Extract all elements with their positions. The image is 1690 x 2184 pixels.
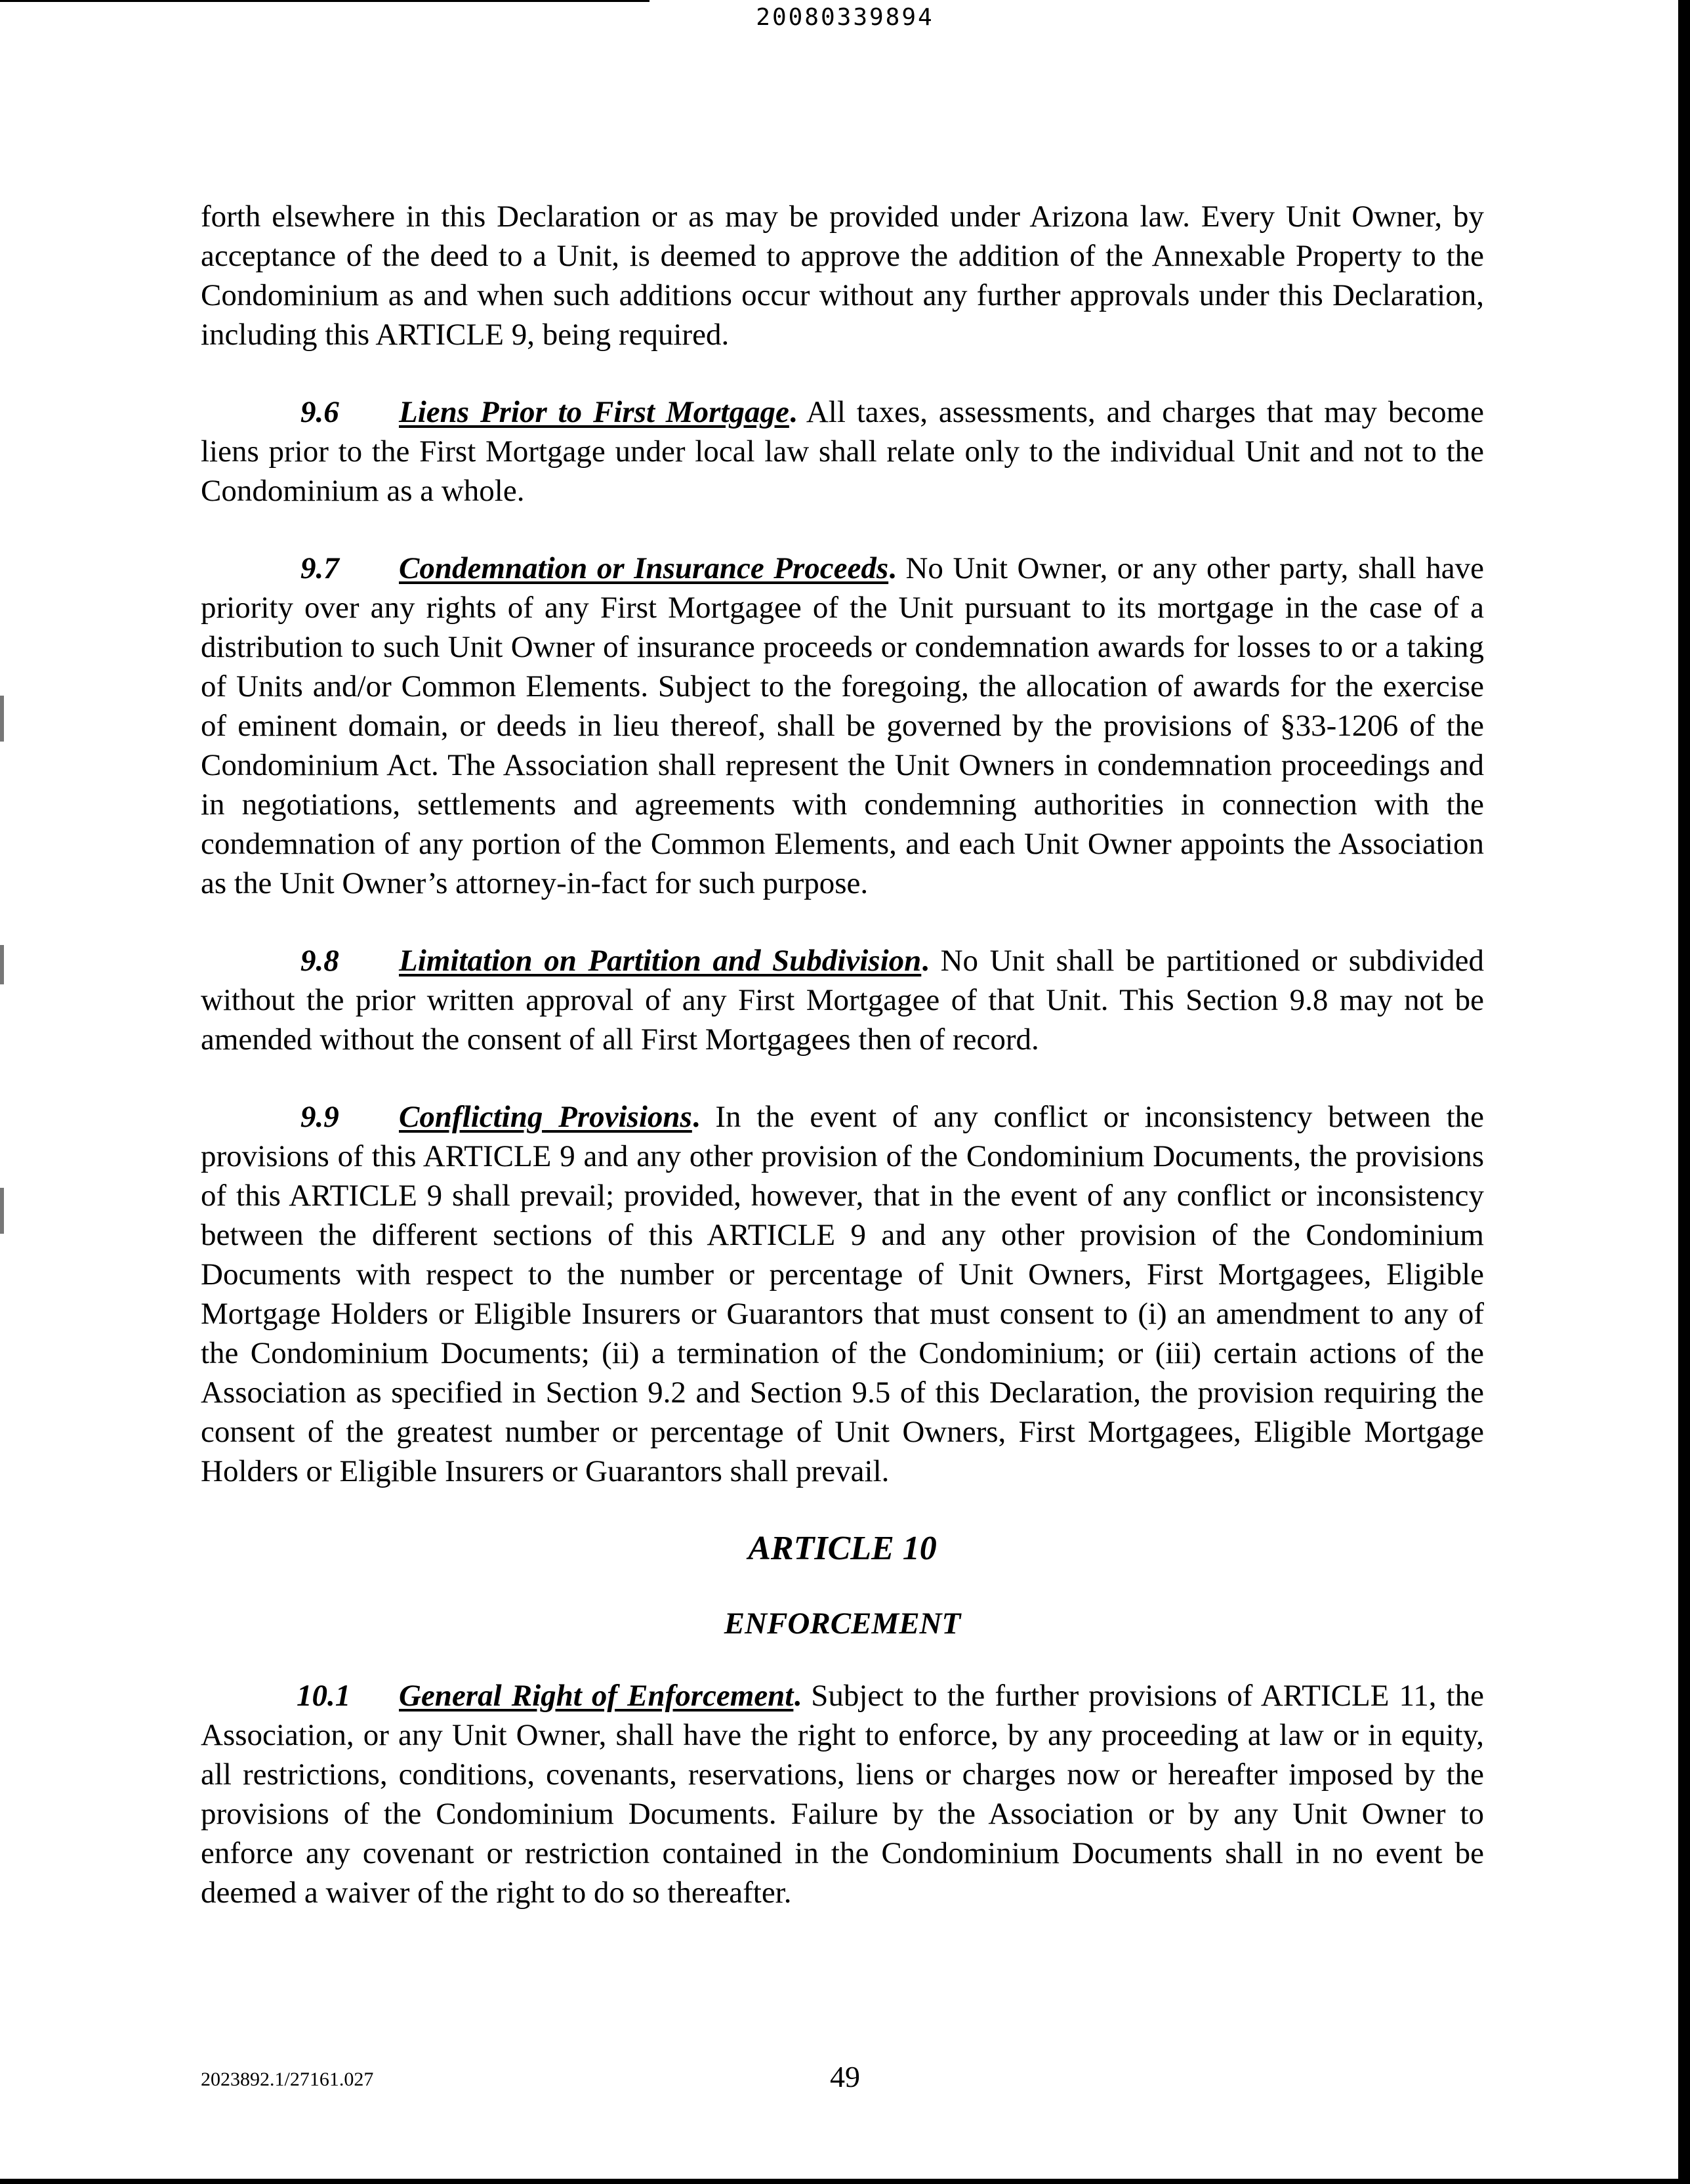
intro-paragraph: forth elsewhere in this Declaration or as may be provided under Arizona law. Every Unit Owner, by acceptance of the deed to a Unit, is deemed to approve the addition of the Annexable Property to the Condominium as and when such additions occur without any further approvals under this Declaration, including this ARTICLE 9, being required. (201, 200, 1484, 352)
right-border (1678, 0, 1690, 2184)
section-9-6: 9.6 Liens Prior to First Mortgage. All taxes, assessments, and charges that may become liens prior to the First Mortgage under local law shall relate only to the individual Unit and not to the Condominium as a whole. (201, 392, 1484, 511)
section-number: 10.1 (297, 1679, 351, 1713)
section-title: General Right of Enforcement (399, 1679, 794, 1713)
scan-margin-mark (0, 1188, 4, 1234)
section-title: Condemnation or Insurance Proceeds (399, 551, 889, 585)
section-text: Subject to the further provisions of ARTICLE 11, the Association, or any Unit Owner, shall have the right to enforce, by any proceeding at law or in equity, all restrictions, conditions, covenants, reservations, liens or charges now or hereafter imposed by the provisions of the Condominium Documents. Failure by the Association or by any Unit Owner to enforce any covenant or restriction contained in the Condominium Documents shall in no event be deemed a waiver of the right to do so thereafter. (201, 1679, 1484, 1910)
section-9-9: 9.9 Conflicting Provisions. In the event of any conflict or inconsistency between the provisions of this ARTICLE 9 and any other provision of the Condominium Documents, the provisions of this ARTICLE 9 shall prevail; provided, however, that in the event of any conflict or inconsistency between the different sections of this ARTICLE 9 and any other provision of the Condominium Documents with respect to the number or percentage of Unit Owners, First Mortgagees, Eligible Mortgage Holders or Eligible Insurers or Guarantors that must consent to (i) an amendment to any of the Condominium Documents; (ii) a termination of the Condominium; or (iii) certain actions of the Association as specified in Section 9.2 and Section 9.5 of this Declaration, the provision requiring the consent of the greatest number or percentage of Unit Owners, First Mortgagees, Eligible Mortgage Holders or Eligible Insurers or Guarantors shall prevail. (201, 1097, 1484, 1491)
section-text: No Unit shall be partitioned or subdivided without the prior written approval of any First Mortgagee of that Unit. This Section 9.8 may not be amended without the consent of all First Mortgagees then of record. (201, 944, 1485, 1057)
top-rule (0, 0, 649, 2)
section-9-7: 9.7 Condemnation or Insurance Proceeds. No Unit Owner, or any other party, shall have priority over any rights of any First Mortgagee of the Unit pursuant to its mortgage in the case of a distribution to such Unit Owner of insurance proceeds or condemnation awards for losses to or a taking of Units and/or Common Elements. Subject to the foregoing, the allocation of awards for the exercise of eminent domain, or deeds in lieu thereof, shall be governed by the provisions of §33-1206 of the Condominium Act. The Association shall represent the Unit Owners in condemnation proceedings and in negotiations, settlements and agreements with condemning authorities in connection with the condemnation of any portion of the Common Elements, and each Unit Owner appoints the Association as the Unit Owner’s attorney-in-fact for such purpose. (201, 549, 1484, 903)
article-subheading: ENFORCEMENT (724, 1606, 961, 1641)
section-9-8: 9.8 Limitation on Partition and Subdivision. No Unit shall be partitioned or subdivided without the prior written approval of any First Mortgagee of that Unit. This Section 9.8 may not be amended without the consent of all First Mortgagees then of record. (201, 941, 1484, 1059)
recording-number: 20080339894 (756, 4, 934, 31)
bottom-border (0, 2179, 1690, 2184)
document-id: 2023892.1/27161.027 (201, 2068, 374, 2090)
section-text: All taxes, assessments, and charges that may become liens prior to the First Mortgage under local law shall relate only to the individual Unit and not to the Condominium as a whole. (201, 395, 1484, 508)
scan-margin-mark (0, 696, 4, 742)
document-body (201, 197, 1484, 1950)
section-text: In the event of any conflict or inconsistency between the provisions of this ARTICLE 9 and any other provision of the Condominium Documents, the provisions of this ARTICLE 9 shall prevail; provided, however, that in the event of any conflict or inconsistency between the different sections of this ARTICLE 9 and any other provision of the Condominium Documents with respect to the number or percentage of Unit Owners, First Mortgagees, Eligible Mortgage Holders or Eligible Insurers or Guarantors that must consent to (i) an amendment to any of the Condominium Documents; (ii) a termination of the Condominium; or (iii) certain actions of the Association as specified in Section 9.2 and Section 9.5 of this Declaration, the provision requiring the consent of the greatest number or percentage of Unit Owners, First Mortgagees, Eligible Mortgage Holders or Eligible Insurers or Guarantors shall prevail. (201, 1100, 1484, 1488)
section-10-1: 10.1 General Right of Enforcement. Subject to the further provisions of ARTICLE 11, the Association, or any Unit Owner, shall have the right to enforce, by any proceeding at law or in equity, all restrictions, conditions, covenants, reservations, liens or charges now or hereafter imposed by the provisions of the Condominium Documents. Failure by the Association or by any Unit Owner to enforce any covenant or restriction contained in the Condominium Documents shall in no event be deemed a waiver of the right to do so thereafter. (201, 1676, 1484, 1912)
section-number: 9.6 (300, 395, 339, 429)
section-number: 9.7 (300, 551, 339, 585)
section-number: 9.8 (300, 944, 339, 978)
section-title: Limitation on Partition and Subdivision (399, 944, 922, 978)
section-number: 9.9 (300, 1100, 339, 1134)
section-title: Conflicting Provisions (399, 1100, 692, 1134)
section-text: No Unit Owner, or any other party, shall have priority over any rights of any First Mortgagee of the Unit pursuant to its mortgage in the case of a distribution to such Unit Owner of insurance proceeds or condemnation awards for losses to or a taking of Units and/or Common Elements. Subject to the foregoing, the allocation of awards for the exercise of eminent domain, or deeds in lieu thereof, shall be governed by the provisions of §33-1206 of the Condominium Act. The Association shall represent the Unit Owners in condemnation proceedings and in negotiations, settlements and agreements with condemning authorities in connection with the condemnation of any portion of the Common Elements, and each Unit Owner appoints the Association as the Unit Owner’s attorney-in-fact for such purpose. (201, 551, 1484, 900)
scan-margin-mark (0, 945, 4, 984)
article-heading: ARTICLE 10 (748, 1530, 937, 1567)
page-number: 49 (830, 2060, 860, 2093)
section-title: Liens Prior to First Mortgage (399, 395, 789, 429)
